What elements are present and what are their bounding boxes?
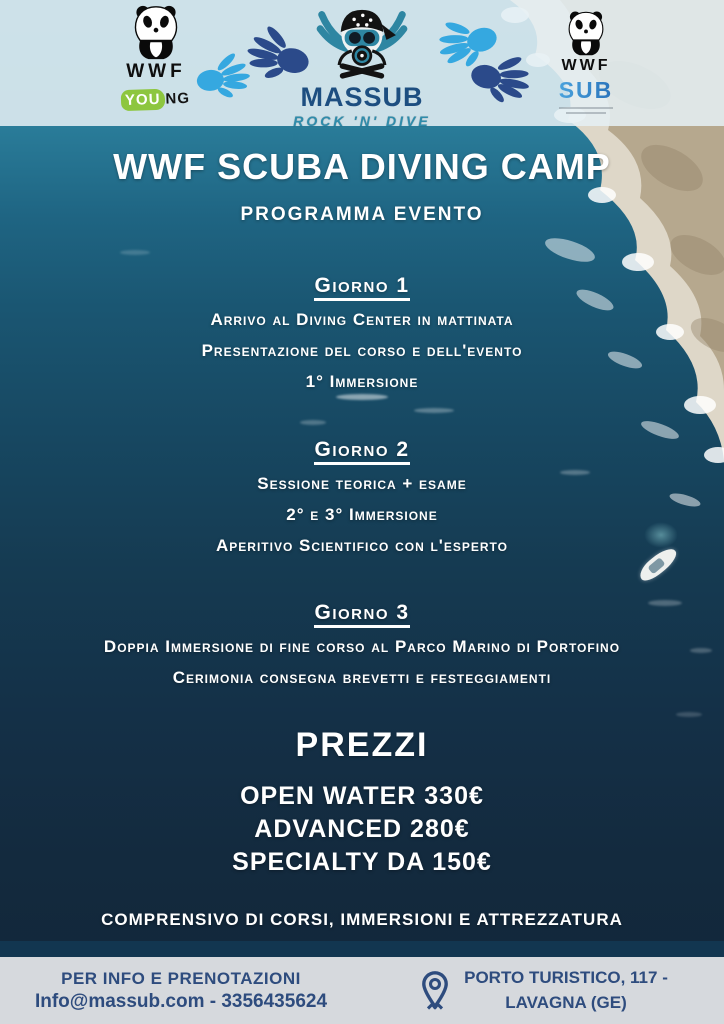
wwf-wordmark: WWF [561, 57, 611, 74]
wwf-young-badge [121, 88, 191, 111]
price-item: SPECIALTY DA 150€ [232, 848, 492, 876]
day3-heading: Giorno 3 [0, 601, 724, 625]
massub-tagline: ROCK 'N' DIVE [293, 113, 431, 129]
footer-contact: Info@massub.com - 3356435624 [34, 990, 328, 1012]
prices-heading: PREZZI [295, 726, 429, 764]
sub-fine-print [559, 107, 613, 109]
footer-address-block [362, 957, 724, 1024]
price-item: ADVANCED 280€ [254, 815, 470, 843]
footer-bar [0, 957, 724, 1024]
footer-address [464, 966, 668, 1015]
day1-item: Presentazione del corso e dell'evento [201, 341, 523, 360]
page-title: WWF SCUBA DIVING CAMP [113, 146, 611, 187]
sea-foam [414, 408, 454, 413]
day3-item: Doppia Immersione di fine corso al Parco Marino di Portofino [103, 637, 621, 656]
sea-strip [0, 941, 724, 957]
day1-item: Arrivo al Diving Center in mattinata [210, 310, 514, 329]
young-you-label: YOU [121, 89, 165, 112]
day1-heading: Giorno 1 [0, 274, 724, 298]
day1-item: 1° Immersione [305, 372, 419, 391]
panda-icon [563, 10, 609, 56]
day2-item: Aperitivo Scientifico con l'esperto [216, 536, 508, 555]
sea-foam [120, 250, 150, 255]
location-pin-icon [418, 970, 452, 1012]
header-logo-band [0, 0, 724, 129]
day2-items [0, 468, 724, 561]
prices-note: COMPRENSIVO DI CORSI, IMMERSIONI E ATTREZZATURA [101, 910, 623, 929]
day3-item: Cerimonia consegna brevetti e festeggiamenti [172, 668, 552, 687]
young-ng-label: NG [165, 89, 191, 108]
massub-wordmark: MASSUB [300, 82, 424, 112]
hand-icon [463, 43, 538, 109]
wwf-sub-logo [540, 10, 632, 114]
wwf-wordmark: WWF [126, 61, 186, 82]
sub-fine-print [566, 112, 606, 114]
day3-items [0, 631, 724, 693]
page-subtitle: PROGRAMMA EVENTO [240, 204, 484, 225]
price-list [0, 780, 724, 879]
day2-item: 2° e 3° Immersione [286, 505, 438, 524]
footer-info-title: PER INFO E PRENOTAZIONI [61, 968, 301, 988]
sea-foam [300, 420, 326, 425]
massub-logo [280, 2, 444, 129]
footer-contact-block [0, 957, 362, 1024]
footer-address-line1: PORTO TURISTICO, 117 - [464, 967, 668, 987]
day2-heading: Giorno 2 [0, 438, 724, 462]
price-item: OPEN WATER 330€ [240, 782, 484, 810]
day2-item: Sessione teorica + esame [257, 474, 467, 493]
footer-address-line2: LAVAGNA (GE) [505, 992, 627, 1012]
diver-skull-icon [310, 2, 414, 84]
sub-wordmark: SUB [540, 77, 632, 104]
day1-items [0, 304, 724, 397]
panda-icon [128, 4, 184, 60]
wwf-young-logo [112, 4, 200, 110]
sea-foam [676, 712, 702, 717]
